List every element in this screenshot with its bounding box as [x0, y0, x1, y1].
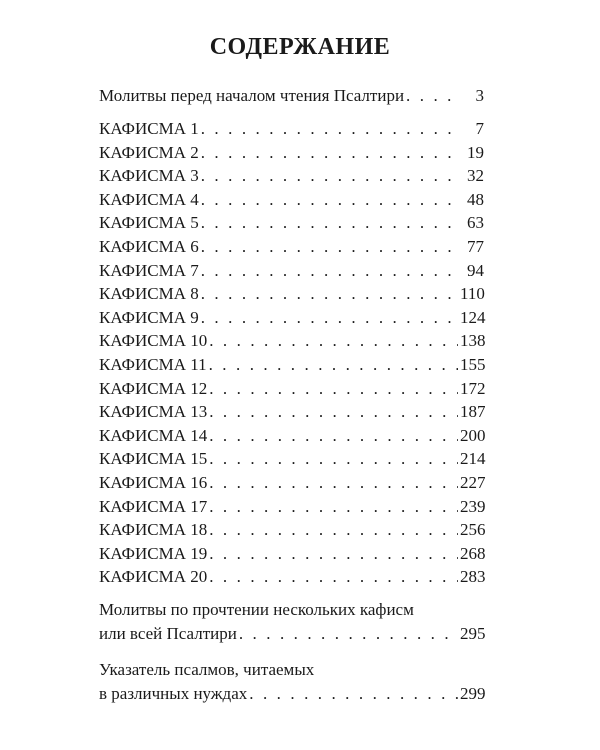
- entry-label: КАФИСМА 3: [99, 166, 199, 186]
- dot-leader: [201, 282, 458, 306]
- entry-label: КАФИСМА 14: [99, 425, 208, 445]
- entry-page-number: 32: [467, 166, 484, 186]
- toc-index-entry: [99, 658, 484, 705]
- toc-entry: [99, 622, 484, 646]
- toc-entry-kathisma: [99, 329, 484, 353]
- entry-label: КАФИСМА 17: [99, 496, 208, 516]
- toc-entry: [99, 84, 484, 108]
- entry-page-number: 155: [460, 354, 486, 374]
- toc-entry-kathisma: [99, 235, 484, 259]
- entry-page-number: 268: [460, 543, 486, 563]
- dot-leader: [201, 164, 458, 188]
- toc-entry-kathisma: [99, 565, 484, 589]
- toc-entry-kathisma: [99, 518, 484, 542]
- entry-label: КАФИСМА 18: [99, 520, 208, 540]
- entry-label: КАФИСМА 9: [99, 307, 199, 327]
- toc-intro-entry: [99, 84, 484, 108]
- entry-label: КАФИСМА 16: [99, 472, 208, 492]
- toc-entry-kathisma: [99, 542, 484, 566]
- entry-page-number: 227: [460, 472, 486, 492]
- entry-label: КАФИСМА 6: [99, 236, 199, 256]
- entry-label: Молитвы перед началом чтения Псалтири: [99, 86, 405, 105]
- toc-entry-kathisma: [99, 117, 484, 141]
- dot-leader: [249, 682, 458, 706]
- dot-leader: [201, 117, 458, 141]
- dot-leader: [209, 377, 458, 401]
- entry-page-number: 138: [460, 331, 486, 351]
- toc-entry-kathisma: [99, 495, 484, 519]
- toc-entry-kathisma: [99, 141, 484, 165]
- toc-entry-kathisma: [99, 259, 484, 283]
- entry-label: КАФИСМА 1: [99, 119, 199, 138]
- entry-label-line1: [99, 598, 484, 622]
- entry-page-number: 200: [460, 425, 486, 445]
- dot-leader: [201, 188, 458, 212]
- entry-page-number: 295: [460, 623, 486, 643]
- entry-label: КАФИСМА 19: [99, 543, 208, 563]
- kathisma-list: [99, 117, 484, 589]
- entry-page-number: 187: [460, 402, 486, 422]
- dot-leader: [239, 622, 458, 646]
- entry-label: КАФИСМА 4: [99, 189, 199, 209]
- toc-entry-kathisma: [99, 471, 484, 495]
- dot-leader: [201, 259, 458, 283]
- entry-label: КАФИСМА 13: [99, 402, 208, 422]
- dot-leader: [201, 211, 458, 235]
- entry-label: КАФИСМА 15: [99, 449, 208, 469]
- entry-label: КАФИСМА 12: [99, 378, 208, 398]
- toc-entry-kathisma: [99, 377, 484, 401]
- dot-leader: [201, 141, 458, 165]
- entry-page-number: 19: [467, 142, 484, 162]
- entry-page-number: 48: [467, 189, 484, 209]
- entry-label: КАФИСМА 11: [99, 354, 207, 374]
- dot-leader: [209, 471, 458, 495]
- entry-label: КАФИСМА 7: [99, 260, 199, 280]
- entry-page-number: 3: [475, 86, 484, 105]
- dot-leader: [406, 84, 458, 108]
- dot-leader: [209, 329, 458, 353]
- entry-page-number: 299: [460, 683, 486, 703]
- entry-page-number: 110: [460, 284, 485, 304]
- entry-page-number: 283: [460, 567, 486, 587]
- entry-label: КАФИСМА 5: [99, 213, 199, 233]
- dot-leader: [209, 542, 458, 566]
- page-title: СОДЕРЖАНИЕ: [209, 34, 391, 60]
- entry-page-number: 63: [467, 213, 484, 233]
- toc-entry: [99, 682, 484, 706]
- entry-page-number: 94: [467, 260, 484, 280]
- toc-entry-kathisma: [99, 400, 484, 424]
- dot-leader: [209, 424, 458, 448]
- dot-leader: [209, 447, 458, 471]
- toc-entry-kathisma: [99, 188, 484, 212]
- toc-after-prayers-entry: [99, 598, 484, 645]
- entry-page-number: 77: [467, 236, 484, 256]
- dot-leader: [209, 495, 458, 519]
- entry-label: КАФИСМА 2: [99, 142, 199, 162]
- entry-label: КАФИСМА 8: [99, 284, 199, 304]
- entry-page-number: 172: [460, 378, 486, 398]
- entry-label-line1: [99, 658, 484, 682]
- dot-leader: [201, 306, 458, 330]
- toc-entry-kathisma: [99, 306, 484, 330]
- entry-label: или всей Псалтири: [99, 623, 237, 643]
- dot-leader: [209, 565, 458, 589]
- dot-leader: [209, 353, 458, 377]
- toc-entry-kathisma: [99, 424, 484, 448]
- entry-page-number: 239: [460, 496, 486, 516]
- entry-page-number: 124: [460, 307, 486, 327]
- toc-entry-kathisma: [99, 353, 484, 377]
- entry-label: КАФИСМА 20: [99, 567, 208, 587]
- entry-label: в различных нуждах: [99, 683, 248, 703]
- entry-page-number: 214: [460, 449, 486, 469]
- toc-entry-kathisma: [99, 447, 484, 471]
- entry-label: КАФИСМА 10: [99, 331, 208, 351]
- entry-label-text: Молитвы по прочтении нескольких кафисм: [99, 600, 414, 619]
- entry-page-number: 256: [460, 520, 486, 540]
- entry-page-number: 7: [475, 119, 484, 138]
- toc-entry-kathisma: [99, 211, 484, 235]
- dot-leader: [209, 400, 458, 424]
- entry-label-text: Указатель псалмов, читаемых: [99, 660, 315, 679]
- dot-leader: [209, 518, 458, 542]
- toc-entry-kathisma: [99, 282, 484, 306]
- dot-leader: [201, 235, 458, 259]
- toc-entry-kathisma: [99, 164, 484, 188]
